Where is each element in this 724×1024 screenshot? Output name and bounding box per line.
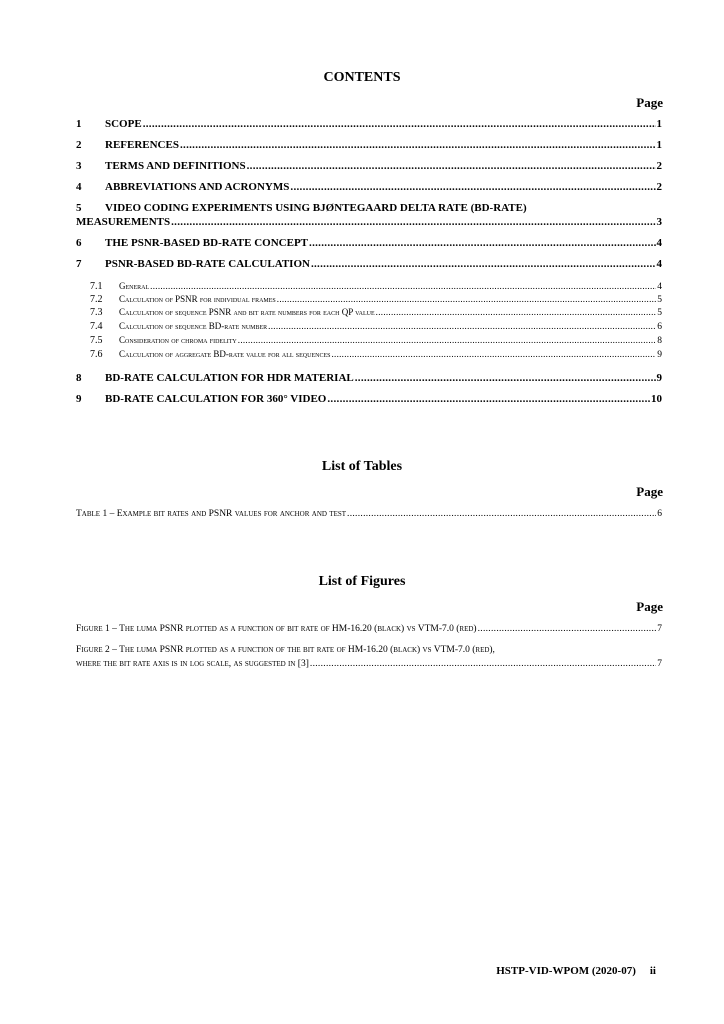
toc-subentry-7-5[interactable]: 7.5 Consideration of chroma fidelity ..... 8	[90, 335, 662, 346]
footer-page-number: ii	[649, 965, 656, 977]
toc-entry-5-line2[interactable]: MEASUREMENTS ..... 3	[76, 216, 662, 228]
toc-subentry-7-6[interactable]: 7.6 Calculation of aggregate BD-rate value for all sequences ..... 9	[90, 349, 662, 360]
contents-page-label: Page	[636, 95, 663, 110]
toc-entry-7[interactable]: 7 PSNR-BASED BD-RATE CALCULATION ..... 4	[76, 258, 662, 270]
figures-title: List of Figures	[318, 574, 406, 589]
toc-subentry-7-2[interactable]: 7.2 Calculation of PSNR for individual frames ..... 5	[90, 294, 662, 305]
contents-title: CONTENTS	[323, 70, 401, 85]
toc-entry-2[interactable]: 2 REFERENCES ..... 1	[76, 139, 662, 151]
toc-subentry-7-4[interactable]: 7.4 Calculation of sequence BD-rate number ..... 6	[90, 321, 662, 332]
toc-entry-8[interactable]: 8 BD-RATE CALCULATION FOR HDR MATERIAL ..... 9	[76, 372, 662, 384]
figure-entry-2-line1[interactable]: Figure 2 – The luma PSNR plotted as a function of the bit rate of HM-16.20 (black) vs VTM-7.0 (red),	[76, 645, 495, 655]
figure-entry-1[interactable]: Figure 1 – The luma PSNR plotted as a function of bit rate of HM-16.20 (black) vs VTM-7.0 (red) ..... 7	[76, 624, 662, 634]
toc-entry-5-line1[interactable]: 5 VIDEO CODING EXPERIMENTS USING BJØNTEGAARD DELTA RATE (BD-RATE)	[76, 202, 527, 214]
toc-entry-9[interactable]: 9 BD-RATE CALCULATION FOR 360° VIDEO ..... 10	[76, 393, 662, 405]
toc-entry-6[interactable]: 6 THE PSNR-BASED BD-RATE CONCEPT ..... 4	[76, 237, 662, 249]
figures-page-label: Page	[636, 599, 663, 614]
figure-entry-2-line2[interactable]: where the bit rate axis is in log scale, as suggested in [3] ..... 7	[76, 659, 662, 669]
toc-subentry-7-1[interactable]: 7.1 General ..... 4	[90, 281, 662, 292]
table-entry-1[interactable]: Table 1 – Example bit rates and PSNR values for anchor and test ..... 6	[76, 509, 662, 519]
toc-subentry-7-3[interactable]: 7.3 Calculation of sequence PSNR and bit rate numbers for each QP value ..... 5	[90, 307, 662, 318]
toc-entry-3[interactable]: 3 TERMS AND DEFINITIONS ..... 2	[76, 160, 662, 172]
toc-entry-1[interactable]: 1 SCOPE ..... 1	[76, 118, 662, 130]
footer-doc-id: HSTP-VID-WPOM (2020-07)	[496, 965, 636, 977]
page-footer	[496, 965, 656, 977]
toc-entry-4[interactable]: 4 ABBREVIATIONS AND ACRONYMS ..... 2	[76, 181, 662, 193]
tables-page-label: Page	[636, 484, 663, 499]
tables-title: List of Tables	[321, 459, 403, 474]
